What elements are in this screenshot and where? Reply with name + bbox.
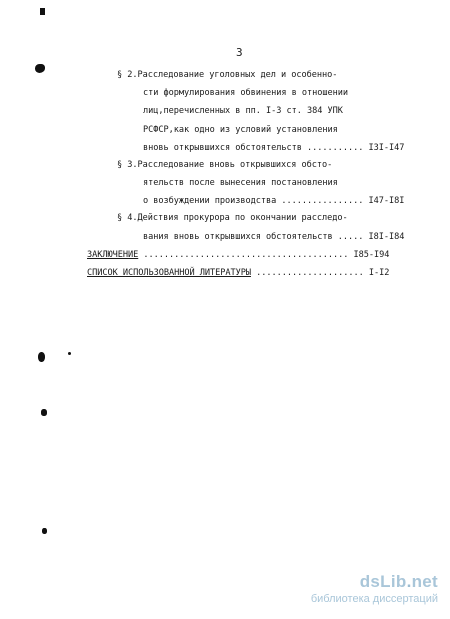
toc-section-3-line-1: § 3.Расследование вновь открывшихся обсто- bbox=[117, 160, 333, 170]
watermark-logo bbox=[311, 572, 438, 592]
scan-mark-blot-middle bbox=[38, 352, 45, 362]
scan-mark-dot-small bbox=[68, 352, 71, 355]
page-number: 3 bbox=[236, 46, 243, 59]
toc-section-2-line-3: лиц,перечисленных в пп. I-3 ст. 384 УПК bbox=[143, 106, 343, 116]
toc-section-2-line-4: РСФСР,как одно из условий установления bbox=[143, 125, 338, 135]
scan-mark-blot-upper bbox=[35, 64, 45, 73]
toc-section-4-line-2: вания вновь открывшихся обстоятельств ..... I8I-I84 bbox=[143, 232, 405, 242]
conclusion-title: ЗАКЛЮЧЕНИЕ bbox=[87, 250, 139, 260]
dslib-watermark bbox=[311, 572, 438, 605]
toc-section-2-line-1: § 2.Расследование уголовных дел и особенно- bbox=[117, 70, 338, 80]
toc-section-3-line-3: о возбуждении производства ................ I47-I8I bbox=[143, 196, 405, 206]
scan-mark-top bbox=[40, 8, 45, 15]
conclusion-leader-and-pages: ........................................ I85-I94 bbox=[138, 250, 390, 260]
toc-section-4-line-1: § 4.Действия прокурора по окончании расследо- bbox=[117, 213, 348, 223]
toc-conclusion bbox=[87, 250, 389, 260]
toc-section-2-line-2: сти формулирования обвинения в отношении bbox=[143, 88, 348, 98]
watermark-logo-dot: . bbox=[406, 572, 412, 591]
toc-bibliography bbox=[87, 268, 389, 278]
watermark-logo-tld: net bbox=[411, 572, 438, 591]
scan-mark-blot-bottom bbox=[42, 528, 47, 534]
bibliography-leader-and-pages: ..................... I-I2 bbox=[250, 268, 390, 278]
watermark-subtitle: библиотека диссертаций bbox=[310, 593, 438, 605]
toc-section-2-line-5: вновь открывшихся обстоятельств ........... I3I-I47 bbox=[143, 143, 405, 153]
watermark-logo-main: dsLib bbox=[359, 572, 407, 591]
scan-mark-blot-lower bbox=[41, 409, 47, 416]
toc-section-3-line-2: ятельств после вынесения постановления bbox=[143, 178, 338, 188]
bibliography-title: СПИСОК ИСПОЛЬЗОВАННОЙ ЛИТЕРАТУРЫ bbox=[87, 268, 251, 278]
